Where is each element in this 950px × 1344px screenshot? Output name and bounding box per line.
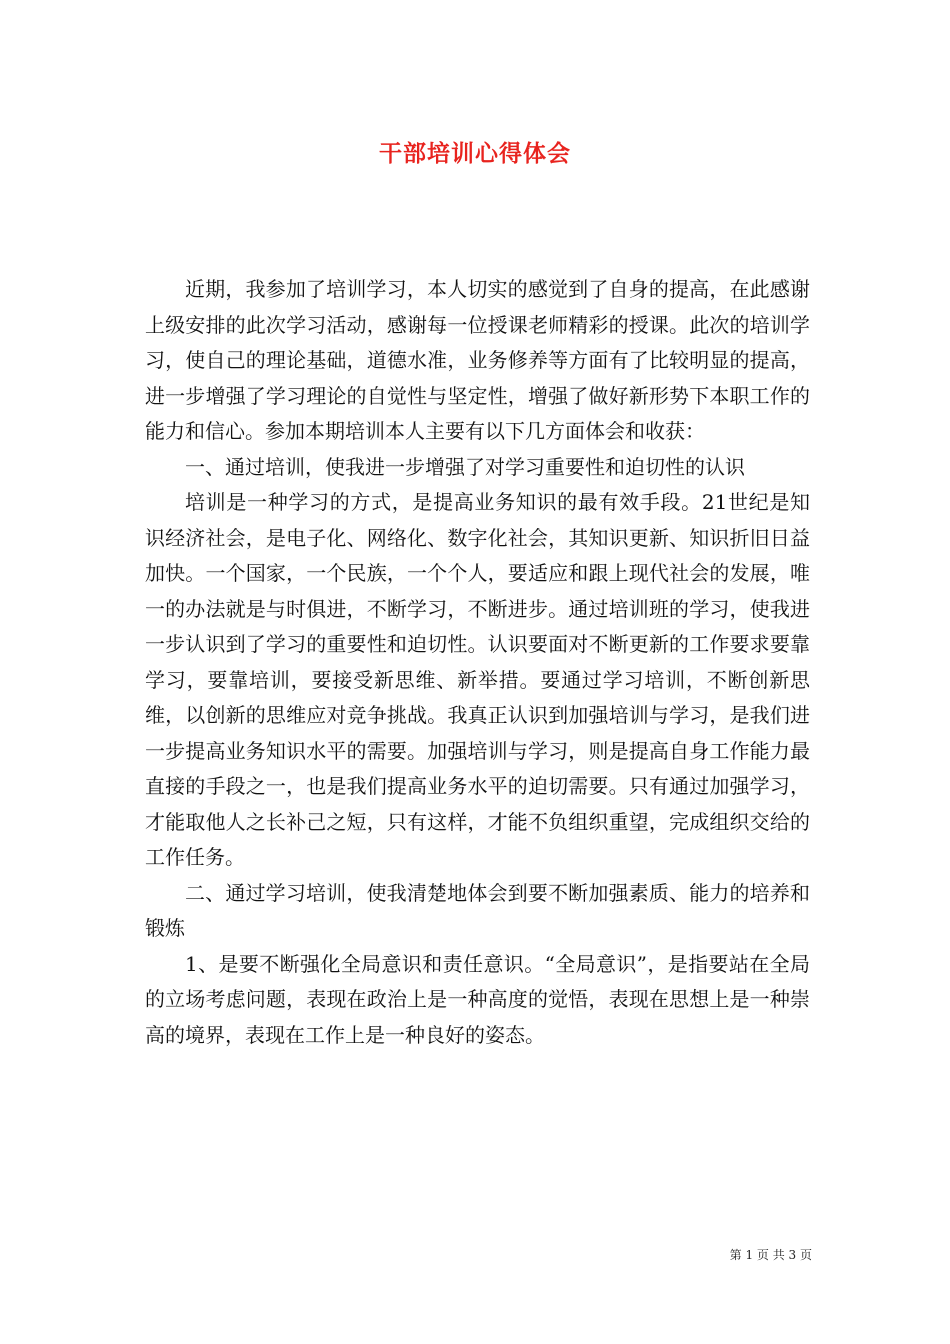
document-body <box>145 272 810 1053</box>
paragraph-training: 培训是一种学习的方式，是提高业务知识的最有效手段。21世纪是知识经济社会，是电子化、网络化、数字化社会，其知识更新、知识折旧日益加快。一个国家，一个民族，一个个人，要适应和跟上现代社会的发展，唯一的办法就是与时俱进，不断学习，不断进步。通过培训班的学习，使我进一步认识到了学习的重要性和迫切性。认识要面对不断更新的工作要求要靠学习，要靠培训，要接受新思维、新举措。要通过学习培训，不断创新思维，以创新的思维应对竞争挑战。我真正认识到加强培训与学习，是我们进一步提高业务知识水平的需要。加强培训与学习，则是提高自身工作能力最直接的手段之一，也是我们提高业务水平的迫切需要。只有通过加强学习，才能取他人之长补己之短，只有这样，才能不负组织重望，完成组织交给的工作任务。 <box>145 490 810 869</box>
paragraph-intro: 近期，我参加了培训学习，本人切实的感觉到了自身的提高，在此感谢上级安排的此次学习活动，感谢每一位授课老师精彩的授课。此次的培训学习，使自己的理论基础，道德水准，业务修养等方面有了比较明显的提高，进一步增强了学习理论的自觉性与坚定性，增强了做好新形势下本职工作的能力和信心。参加本期培训本人主要有以下几方面体会和收获： <box>145 277 810 443</box>
document-title: 干部培训心得体会 <box>379 140 571 167</box>
section-heading-2: 二、通过学习培训，使我清楚地体会到要不断加强素质、能力的培养和锻炼 <box>145 880 810 940</box>
paragraph-point-1: 1、是要不断强化全局意识和责任意识。“全局意识”，是指要站在全局的立场考虑问题，表现在政治上是一种高度的觉悟，表现在思想上是一种崇高的境界，表现在工作上是一种良好的姿态。 <box>145 951 810 1047</box>
section-heading-1: 一、通过培训，使我进一步增强了对学习重要性和迫切性的认识 <box>185 454 745 479</box>
page-number: 第 1 页 共 3 页 <box>729 1248 812 1262</box>
